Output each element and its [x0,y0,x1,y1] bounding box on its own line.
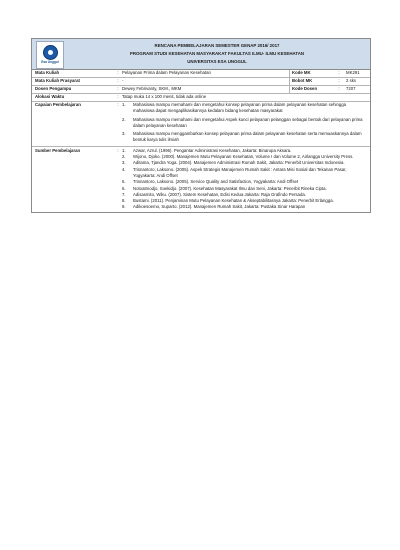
document-title [66,42,368,66]
capaian-list [122,102,370,144]
list-item: 3. Mahasiswa mampu menggambarkan konsep pelayanan prima dalam pelayanan kesehatan serta memuaskannya dalam bentuk karya tulis ilmiah [122,131,362,143]
title-line-1: RENCANA PEMBELAJARAN SEMESTER GENAP 2016/ 2017 [154,43,280,48]
label-dosen: Dosen Pengampu [35,86,72,91]
title-line-2: PROGRAM STUDI KESEHATAN MASYARAKAT FAKULTAS ILMU- ILMU KESEHATAN [129,51,305,56]
row-capaian: Capaian Pembelajaran : 1. Mahasiswa mampu memahami dan mengetahui konsep pelayanan prima dalam pelayanan kesehatan sehingga mahasiswa dapat mengaplikasikannya kedalam bidang kesehatan masyarakat 2. Mahasiswa mampu memahami dan mengetahui Aspek kunci pelayanan pelanggan sebagai bentuk dari pelayanan prima dalam pelayanan kesehatan 3. Mahasiswa mampu menggambarkan konsep pelayanan prima dalam pelayanan kesehatan serta memuaskannya dalam bentuk karya tulis ilmiah [32,102,370,147]
list-item: 7. Adisasmito, Wiku. (2007). Sistem Kesehatan, Edisi Kedua Jakarta: Raja Grafindo Persada. [122,191,306,197]
value-mata-kuliah: Pelayanan Prima dalam Pelayanan Kesehatan [122,70,211,75]
list-item: 3. Aditama, Tjandra Yoga. (2004). Manajemen Administrasi Rumah Sakit, Jakarta: Penerbit Universitas Indonesia. [122,160,345,166]
value-alokasi: Tatap muka 14 x 100 menit, tidak ada online [122,94,207,99]
rps-document [31,38,371,213]
row-alokasi: Alokasi Waktu : Tatap muka 14 x 100 menit, tidak ada online [32,94,370,102]
row-prasyarat: Mata Kuliah Prasyarat : - Bobot MK : 2 sks [32,78,370,86]
row-mata-kuliah: Mata Kuliah : Pelayanan Prima dalam Pelayanan Kesehatan Kode MK : MK291 [32,70,370,78]
list-item: 4. Trisnantoro, Laksono. (2005). Aspek Strategis Manajemen Rumah Sakit : Antara Misi Sosial dan Tekanan Pasar, Yogyakarta: Andi Offset [122,166,347,178]
value-bobot-mk: 2 sks [346,78,357,83]
university-logo [36,41,64,69]
label-kode-dosen: Kode Dosen [289,86,332,93]
document-header [32,39,370,70]
logo-emblem-icon [43,45,58,60]
label-prasyarat: Mata Kuliah Prasyarat [35,78,80,83]
value-kode-mk: MK291 [346,70,360,75]
list-item: 6. Notoatmodjo, Soekidjo. (2007). Kesehatan Masyarakat Ilmu dan Seni, Jakarta: Penerbit Rineka Cipta. [122,185,327,191]
label-bobot-mk: Bobot MK [289,78,332,85]
value-prasyarat: - [122,78,124,83]
label-sumber: Sumber Pembelajaran [35,147,81,153]
value-dosen: Dewey Febrivanty, SKM., MKM [122,86,182,91]
label-alokasi: Alokasi Waktu [35,94,65,99]
label-kode-mk: Kode MK [289,70,332,77]
list-item: 5. Trisnantoro, Laksono. (2005). Service Quality and Satisfaction, Yogyakarta: Andi Offset [122,179,299,185]
list-item: 1. Azwar, Azrul. (1996). Pengantar Administrasi Kesehatan, Jakarta: Binarupa Aksara. [122,147,292,153]
sumber-list [122,148,370,211]
list-item: 2. Mahasiswa mampu memahami dan mengetahui Aspek kunci pelayanan pelanggan sebagai bentuk dari pelayanan prima dalam pelayanan kesehatan [122,116,363,128]
label-capaian: Capaian Pembelajaran [35,102,81,107]
logo-wordmark: Esa Unggul [41,60,59,64]
label-mata-kuliah: Mata Kuliah [35,70,60,75]
list-item: 8. Bustami. (2011). Penjaminan Mutu Pelayanan Kesehatan & Akseptabilitasnya Jakarta: Penerbit Erlangga. [122,198,334,204]
row-sumber: Sumber Pembelajaran : 1. Azwar, Azrul. (1996). Pengantar Administrasi Kesehatan, Jakarta: Binarupa Aksara. 2. Wijono, Djoko. (2000). Manajemen Mutu Pelayanan Kesehatan, Volume I dan Volume 2, Airlangga University Press. 3. Aditama, Tjandra Yoga. (2004). Manajemen Administrasi Rumah Sakit, Jakarta: Penerbit Universitas Indonesia. 4. Trisnantoro, Laksono. (2005). Aspek Strategis Manajemen Rumah Sakit : Antara Misi Sosial dan Tekanan Pasar, Yogyakarta: Andi Offset 5. Trisnantoro, Laksono. (2005). Service Quality and Satisfaction, Yogyakarta: Andi Offset 6. Notoatmodjo, Soekidjo. (2007). Kesehatan Masyarakat Ilmu dan Seni, Jakarta: Penerbit Rineka Cipta. 7. Adisasmito, Wiku. (2007). Sistem Kesehatan, Edisi Kedua Jakarta: Raja Grafindo Persada. 8. Bustami. (2011). Penjaminan Mutu Pelayanan Kesehatan & Akseptabilitasnya Jakarta: Penerbit Erlangga. 9. Adikoesoemo, Suparto. (2012). Manajemen Rumah Sakit, Jakarta: Pustaka Sinar Harapan [32,147,370,212]
list-item: 1. Mahasiswa mampu memahami dan mengetahui konsep pelayanan prima dalam pelayanan kesehatan sehingga mahasiswa dapat mengaplikasikannya kedalam bidang kesehatan masyarakat [122,102,347,114]
value-kode-dosen: 7207 [346,86,356,91]
title-line-3: UNIVERSITAS ESA UNGGUL [187,59,247,64]
row-dosen: Dosen Pengampu : Dewey Febrivanty, SKM., MKM Kode Dosen : 7207 [32,86,370,94]
list-item: 9. Adikoesoemo, Suparto. (2012). Manajemen Rumah Sakit, Jakarta: Pustaka Sinar Harapan [122,204,306,210]
list-item: 2. Wijono, Djoko. (2000). Manajemen Mutu Pelayanan Kesehatan, Volume I dan Volume 2, Airlangga University Press. [122,154,354,160]
